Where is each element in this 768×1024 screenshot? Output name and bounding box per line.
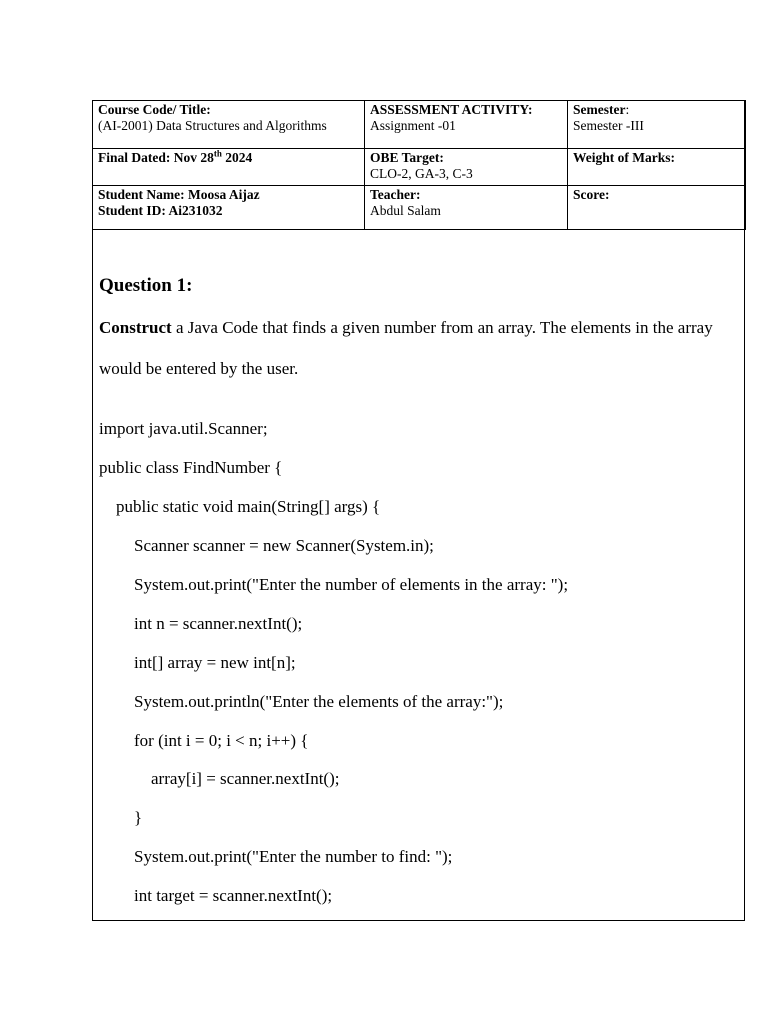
header-row-3 (93, 186, 746, 230)
final-dated-year: 2024 (221, 150, 253, 165)
student-name: Student Name: Moosa Aijaz (98, 187, 260, 202)
obe-value: CLO-2, GA-3, C-3 (370, 166, 473, 181)
student-id: Student ID: Ai231032 (98, 203, 223, 218)
code-line: for (int i = 0; i < n; i++) { (134, 731, 309, 750)
semester-colon: : (625, 102, 630, 117)
final-dated (98, 150, 359, 166)
score-label: Score: (573, 187, 610, 202)
teacher-label: Teacher: (370, 187, 421, 202)
code-line: int n = scanner.nextInt(); (134, 614, 303, 633)
final-dated-cell (93, 149, 365, 186)
code-line: System.out.println("Enter the elements of the array:"); (134, 692, 504, 711)
course-label: Course Code/ Title: (98, 102, 211, 117)
question-line-1-rest: a Java Code that finds a given number from an array. The elements in the array (171, 318, 713, 337)
code-line: import java.util.Scanner; (99, 419, 268, 438)
course-value: (AI-2001) Data Structures and Algorithms (98, 118, 327, 133)
assessment-header-table (92, 100, 746, 230)
code-line: int target = scanner.nextInt(); (134, 886, 333, 905)
code-line: public class FindNumber { (99, 458, 283, 477)
question-lead-bold: Construct (99, 318, 172, 337)
question-line-2: would be entered by the user. (99, 359, 299, 378)
header-row-1 (93, 101, 746, 149)
code-line: System.out.print("Enter the number to find: "); (134, 847, 453, 866)
weight-label: Weight of Marks: (573, 150, 675, 165)
code-line: int[] array = new int[n]; (134, 653, 296, 672)
course-cell (93, 101, 365, 149)
question-title: Question 1: (99, 275, 193, 296)
teacher-value: Abdul Salam (370, 203, 441, 218)
student-cell (93, 186, 365, 230)
semester-cell (568, 101, 746, 149)
activity-value: Assignment -01 (370, 118, 456, 133)
code-line: array[i] = scanner.nextInt(); (151, 769, 340, 788)
question-line-1 (99, 318, 738, 338)
obe-cell (365, 149, 568, 186)
activity-label: ASSESSMENT ACTIVITY: (370, 102, 533, 117)
obe-label: OBE Target: (370, 150, 444, 165)
code-line: Scanner scanner = new Scanner(System.in); (134, 536, 434, 555)
weight-cell (568, 149, 746, 186)
semester-label: Semester (573, 102, 626, 117)
final-dated-prefix: Final Dated: Nov 28 (98, 150, 214, 165)
code-line: System.out.print("Enter the number of elements in the array: "); (134, 575, 569, 594)
code-line: public static void main(String[] args) { (116, 497, 381, 516)
document-frame (92, 100, 745, 921)
final-dated-sup: th (213, 148, 222, 159)
header-row-2 (93, 149, 746, 186)
activity-cell (365, 101, 568, 149)
teacher-cell (365, 186, 568, 230)
code-line: } (134, 808, 143, 827)
semester-value: Semester -III (573, 118, 644, 133)
score-cell (568, 186, 746, 230)
